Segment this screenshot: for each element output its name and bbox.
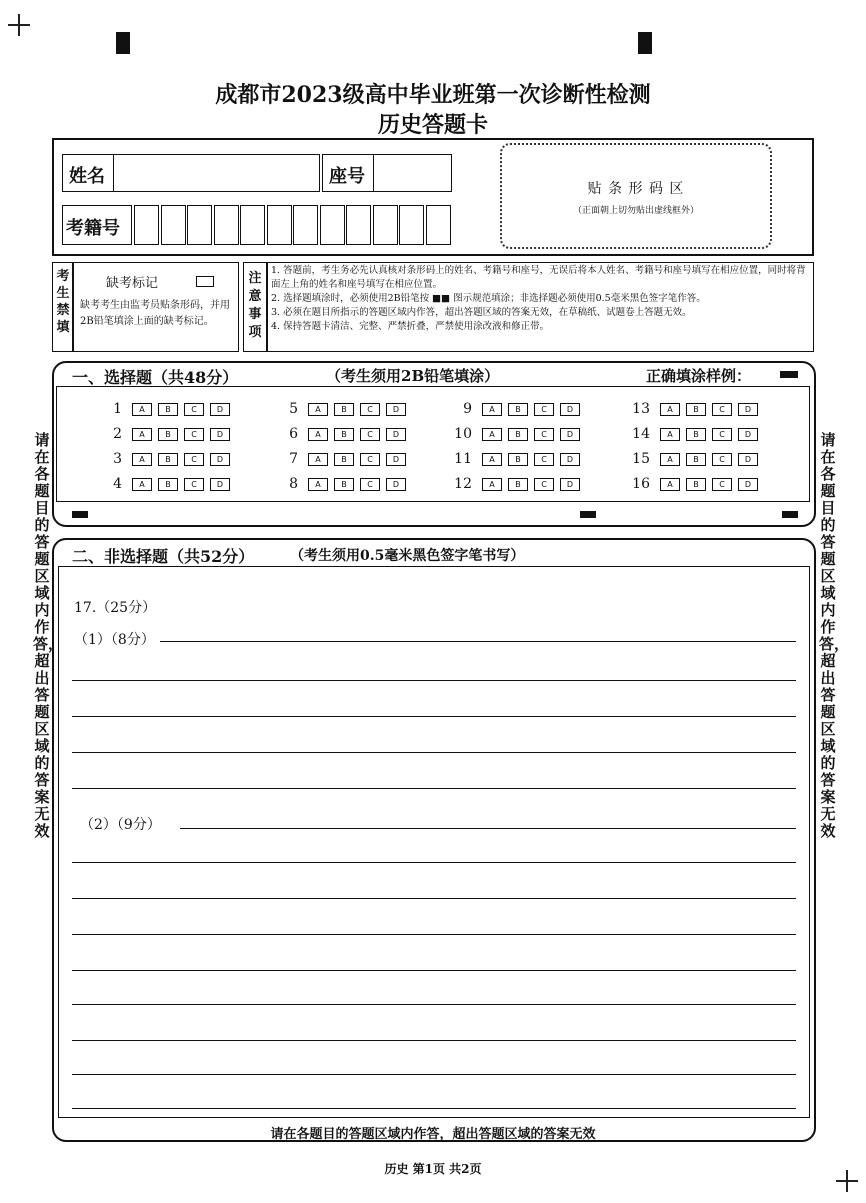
q17-label: 17.（25分）	[74, 600, 157, 616]
option-bubble-a[interactable]: A	[660, 478, 680, 491]
absent-mark-bubble[interactable]	[196, 276, 214, 287]
option-bubble-a[interactable]: A	[660, 428, 680, 441]
option-bubble-a[interactable]: A	[482, 478, 502, 491]
timing-mark	[782, 511, 798, 518]
option-bubble-d[interactable]: D	[210, 403, 230, 416]
option-bubble-d[interactable]: D	[560, 478, 580, 491]
question-number: 2	[113, 426, 122, 442]
option-bubble-d[interactable]: D	[210, 428, 230, 441]
writing-line[interactable]	[72, 862, 796, 863]
notice-item: 1. 答题前，考生务必先认真核对条形码上的姓名、考籍号和座号，无误后将本人姓名、考籍号和座号填写在相应位置，同时将背面左上角的姓名和座号填写在相应位置。	[271, 265, 806, 290]
mcq-question-1	[96, 401, 236, 417]
card-subtitle: 历史答题卡	[377, 112, 488, 138]
writing-line[interactable]	[72, 1040, 796, 1041]
mcq-question-2	[96, 426, 236, 442]
option-bubble-d[interactable]: D	[560, 428, 580, 441]
mcq-question-7	[272, 451, 412, 467]
writing-line[interactable]	[72, 1108, 796, 1109]
option-bubble-b[interactable]: B	[334, 478, 354, 491]
question-number: 15	[632, 451, 650, 467]
option-bubble-c[interactable]: C	[184, 478, 204, 491]
timing-mark	[580, 511, 596, 518]
question-number: 9	[463, 401, 472, 417]
question-number: 5	[289, 401, 298, 417]
option-bubble-d[interactable]: D	[386, 478, 406, 491]
section1-title: 一、选择题（共48分）	[72, 368, 239, 387]
option-bubble-d[interactable]: D	[738, 403, 758, 416]
side-warning-left: 请在各题目的答题区域内作答，超出答题区域的答案无效	[33, 431, 64, 840]
mcq-question-6	[272, 426, 412, 442]
mcq-question-13	[624, 401, 764, 417]
section2-instruction: （考生须用0.5毫米黑色签字笔书写）	[290, 548, 525, 564]
question-number: 4	[113, 476, 122, 492]
writing-line[interactable]	[160, 641, 796, 642]
absent-side-label: 考生禁填	[56, 269, 70, 335]
option-bubble-a[interactable]: A	[308, 453, 328, 466]
section2-title: 二、非选择题（共52分）	[72, 547, 255, 566]
option-bubble-c[interactable]: C	[360, 478, 380, 491]
mcq-question-16	[624, 476, 764, 492]
writing-line[interactable]	[72, 934, 796, 935]
option-bubble-d[interactable]: D	[386, 403, 406, 416]
q17-part2-label: （2）（9分）	[80, 817, 161, 833]
question-number: 3	[113, 451, 122, 467]
option-bubble-a[interactable]: A	[308, 478, 328, 491]
option-bubble-d[interactable]: D	[738, 453, 758, 466]
option-bubble-b[interactable]: B	[686, 453, 706, 466]
question-number: 12	[454, 476, 472, 492]
mcq-question-11	[446, 451, 586, 467]
option-bubble-b[interactable]: B	[334, 453, 354, 466]
exam-no-digit-box[interactable]	[134, 205, 159, 245]
notice-list	[271, 264, 811, 334]
option-bubble-a[interactable]: A	[482, 453, 502, 466]
option-bubble-c[interactable]: C	[712, 478, 732, 491]
option-bubble-c[interactable]: C	[534, 478, 554, 491]
section2-answer-area[interactable]	[58, 566, 810, 1118]
q17-part1-label: （1）（8分）	[74, 632, 155, 648]
alignment-marker	[638, 32, 652, 54]
question-number: 1	[113, 401, 122, 417]
option-bubble-b[interactable]: B	[508, 403, 528, 416]
mcq-question-9	[446, 401, 586, 417]
mcq-question-10	[446, 426, 586, 442]
question-number: 8	[289, 476, 298, 492]
option-bubble-c[interactable]: C	[534, 403, 554, 416]
option-bubble-b[interactable]: B	[508, 478, 528, 491]
exam-no-digit-box[interactable]	[346, 205, 371, 245]
option-bubble-c[interactable]: C	[184, 403, 204, 416]
option-bubble-c[interactable]: C	[534, 453, 554, 466]
option-bubble-b[interactable]: B	[158, 428, 178, 441]
option-bubble-b[interactable]: B	[508, 453, 528, 466]
alignment-marker	[116, 32, 130, 54]
question-number: 16	[632, 476, 650, 492]
writing-line[interactable]	[72, 680, 796, 681]
option-bubble-d[interactable]: D	[738, 428, 758, 441]
divider	[266, 262, 268, 352]
option-bubble-b[interactable]: B	[686, 403, 706, 416]
option-bubble-b[interactable]: B	[686, 428, 706, 441]
page-footer: 历史 第1页 共2页	[384, 1162, 482, 1176]
option-bubble-d[interactable]: D	[210, 478, 230, 491]
question-number: 13	[632, 401, 650, 417]
registration-mark	[8, 14, 30, 36]
notice-item: 4. 保持答题卡清洁、完整、严禁折叠，严禁使用涂改液和修正带。	[271, 321, 550, 332]
option-bubble-b[interactable]: B	[158, 403, 178, 416]
exam-no-digit-box[interactable]	[214, 205, 239, 245]
option-bubble-c[interactable]: C	[712, 428, 732, 441]
option-bubble-d[interactable]: D	[386, 453, 406, 466]
option-bubble-b[interactable]: B	[158, 478, 178, 491]
exam-no-digit-box[interactable]	[426, 205, 451, 245]
barcode-note: （正面朝上切勿贴出虚线框外）	[572, 206, 699, 216]
side-warning-right: 请在各题目的答题区域内作答，超出答题区域的答案无效	[819, 431, 850, 840]
question-number: 7	[289, 451, 298, 467]
exam-no-label: 考籍号	[66, 218, 120, 239]
option-bubble-b[interactable]: B	[334, 403, 354, 416]
mcq-question-12	[446, 476, 586, 492]
notice-side-label: 注意事项	[248, 271, 262, 340]
writing-line[interactable]	[72, 716, 796, 717]
name-label: 姓名	[69, 166, 105, 187]
exam-no-digit-box[interactable]	[240, 205, 265, 245]
option-bubble-b[interactable]: B	[334, 428, 354, 441]
option-bubble-a[interactable]: A	[308, 428, 328, 441]
writing-line[interactable]	[72, 1074, 796, 1075]
mcq-question-3	[96, 451, 236, 467]
option-bubble-b[interactable]: B	[508, 428, 528, 441]
exam-no-digit-box[interactable]	[373, 205, 398, 245]
sample-label: 正确填涂样例：	[646, 367, 752, 385]
notice-item: 2. 选择题填涂时，必须使用2B铅笔按 ■■ 图示规范填涂；非选择题必须使用0.5毫米黑色签字笔作答。	[271, 293, 706, 304]
option-bubble-d[interactable]: D	[560, 403, 580, 416]
sample-filled-bubble	[780, 371, 798, 378]
exam-no-digit-box[interactable]	[320, 205, 345, 245]
section1-instruction: （考生须用2B铅笔填涂）	[326, 367, 500, 385]
absent-mark-label: 缺考标记	[106, 276, 159, 291]
question-number: 14	[632, 426, 650, 442]
mcq-question-4	[96, 476, 236, 492]
writing-line[interactable]	[180, 828, 796, 829]
option-bubble-c[interactable]: C	[712, 453, 732, 466]
exam-no-digit-box[interactable]	[399, 205, 424, 245]
option-bubble-c[interactable]: C	[534, 428, 554, 441]
option-bubble-d[interactable]: D	[210, 453, 230, 466]
option-bubble-a[interactable]: A	[132, 478, 152, 491]
absent-note: 缺考考生由监考员贴条形码，并用2B铅笔填涂上面的缺考标记。	[80, 300, 230, 327]
divider	[72, 262, 74, 352]
exam-no-digit-box[interactable]	[187, 205, 212, 245]
question-number: 11	[454, 451, 472, 467]
option-bubble-b[interactable]: B	[158, 453, 178, 466]
question-number: 6	[289, 426, 298, 442]
option-bubble-b[interactable]: B	[686, 478, 706, 491]
option-bubble-a[interactable]: A	[482, 403, 502, 416]
barcode-title: 贴 条 形 码 区	[587, 181, 685, 197]
option-bubble-a[interactable]: A	[132, 453, 152, 466]
writing-line[interactable]	[72, 970, 796, 971]
mcq-question-15	[624, 451, 764, 467]
timing-mark	[72, 511, 88, 518]
option-bubble-c[interactable]: C	[184, 428, 204, 441]
writing-line[interactable]	[72, 1004, 796, 1005]
option-bubble-a[interactable]: A	[660, 403, 680, 416]
writing-line[interactable]	[72, 752, 796, 753]
option-bubble-a[interactable]: A	[308, 403, 328, 416]
bottom-warning: 请在各题目的答题区域内作答，超出答题区域的答案无效	[270, 1127, 596, 1142]
exam-no-digit-box[interactable]	[267, 205, 292, 245]
option-bubble-a[interactable]: A	[132, 403, 152, 416]
option-bubble-a[interactable]: A	[482, 428, 502, 441]
card-title: 成都市2023级高中毕业班第一次诊断性检测	[215, 82, 651, 108]
mcq-question-14	[624, 426, 764, 442]
exam-no-digit-box[interactable]	[293, 205, 318, 245]
mcq-question-5	[272, 401, 412, 417]
notice-item: 3. 必须在题目所指示的答题区域内作答，超出答题区域的答案无效，在草稿纸、试题卷上答题无效。	[271, 307, 692, 318]
option-bubble-a[interactable]: A	[132, 428, 152, 441]
mcq-question-8	[272, 476, 412, 492]
writing-line[interactable]	[72, 898, 796, 899]
option-bubble-d[interactable]: D	[386, 428, 406, 441]
option-bubble-c[interactable]: C	[360, 453, 380, 466]
option-bubble-c[interactable]: C	[184, 453, 204, 466]
writing-line[interactable]	[72, 788, 796, 789]
option-bubble-d[interactable]: D	[560, 453, 580, 466]
option-bubble-c[interactable]: C	[360, 403, 380, 416]
question-number: 10	[454, 426, 472, 442]
option-bubble-c[interactable]: C	[712, 403, 732, 416]
seat-label: 座号	[329, 166, 365, 187]
option-bubble-a[interactable]: A	[660, 453, 680, 466]
option-bubble-c[interactable]: C	[360, 428, 380, 441]
option-bubble-d[interactable]: D	[738, 478, 758, 491]
exam-no-digit-box[interactable]	[161, 205, 186, 245]
